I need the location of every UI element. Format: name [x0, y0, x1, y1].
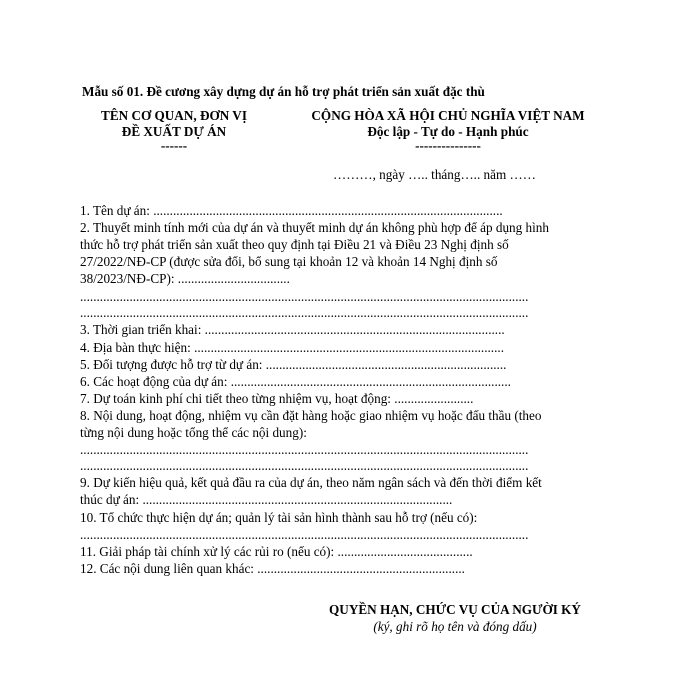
- national-rule: ---------------: [415, 138, 481, 153]
- item-1-project-name: 1. Tên dự án: ..........................................................................................................: [80, 203, 503, 218]
- item-2-line-1: 2. Thuyết minh tính mới của dự án và thuyết minh dự án không phù hợp để áp dụng hình: [80, 220, 549, 235]
- signatory-title: QUYỀN HẠN, CHỨC VỤ CỦA NGƯỜI KÝ: [329, 602, 581, 617]
- item-8-line-1: 8. Nội dung, hoạt động, nhiệm vụ cần đặt hàng hoặc giao nhiệm vụ hoặc đấu thầu (theo: [80, 408, 542, 423]
- signature-instruction: (ký, ghi rõ họ tên và đóng dấu): [373, 619, 537, 634]
- item-9-line-2: thúc dự án: ..............................................................................................: [80, 492, 453, 507]
- date-line: ………, ngày ….. tháng….. năm ……: [333, 167, 536, 182]
- item-2-fill-line-1: ........................................................................................................................................: [80, 289, 529, 304]
- item-10-fill-line: ........................................................................................................................................: [80, 527, 529, 542]
- item-12-other-content: 12. Các nội dung liên quan khác: ...............................................................: [80, 561, 465, 576]
- agency-name-line2: ĐỀ XUẤT DỰ ÁN: [121, 124, 227, 139]
- agency-rule: ------: [160, 138, 188, 153]
- item-2-line-4: 38/2023/NĐ-CP): ..................................: [80, 271, 290, 286]
- item-8-fill-line-1: ........................................................................................................................................: [80, 442, 529, 457]
- item-3-duration: 3. Thời gian triển khai: ...........................................................................................: [80, 322, 505, 337]
- item-11-risk-solutions: 11. Giải pháp tài chính xử lý các rủi ro (nếu có): .........................................: [80, 544, 473, 559]
- item-4-location: 4. Địa bàn thực hiện: ..............................................................................................: [80, 340, 504, 355]
- item-8-fill-line-2: ........................................................................................................................................: [80, 458, 529, 473]
- item-2-line-3: 27/2022/NĐ-CP (được sửa đổi, bổ sung tại khoản 12 và khoản 14 Nghị định số: [80, 254, 498, 269]
- national-motto: Độc lập - Tự do - Hạnh phúc: [367, 124, 529, 139]
- item-8-line-2: từng nội dung hoặc tổng thể các nội dung):: [80, 425, 307, 440]
- item-10-management: 10. Tổ chức thực hiện dự án; quản lý tài sản hình thành sau hỗ trợ (nếu có):: [80, 510, 478, 525]
- item-6-activities: 6. Các hoạt động của dự án: .....................................................................................: [80, 374, 511, 389]
- national-title: CỘNG HÒA XÃ HỘI CHỦ NGHĨA VIỆT NAM: [311, 108, 585, 123]
- item-7-budget: 7. Dự toán kinh phí chi tiết theo từng nhiệm vụ, hoạt động: ........................: [80, 391, 474, 406]
- form-title: Mẫu số 01. Đề cương xây dựng dự án hỗ trợ phát triển sản xuất đặc thù: [82, 84, 485, 99]
- item-5-beneficiaries: 5. Đối tượng được hỗ trợ từ dự án: .........................................................................: [80, 357, 507, 372]
- item-2-line-2: thức hỗ trợ phát triển sản xuất theo quy định tại Điều 21 và Điều 23 Nghị định số: [80, 237, 509, 252]
- agency-name-line1: TÊN CƠ QUAN, ĐƠN VỊ: [101, 108, 247, 123]
- item-9-line-1: 9. Dự kiến hiệu quả, kết quả đầu ra của dự án, theo năm ngân sách và đến thời điểm kết: [80, 475, 542, 490]
- item-2-fill-line-2: ........................................................................................................................................: [80, 305, 529, 320]
